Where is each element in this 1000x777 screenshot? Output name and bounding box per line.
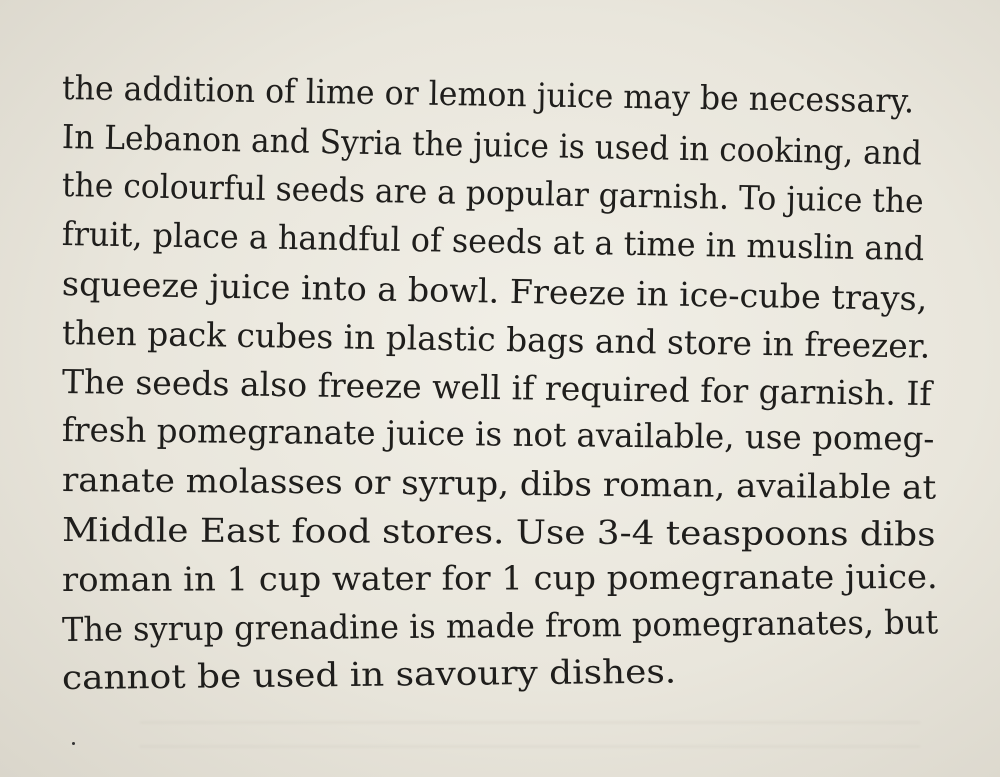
text-line: the colourful seeds are a popular garnish. To juice the	[61, 165, 925, 221]
text-line: the addition of lime or lemon juice may be necessary.	[61, 68, 915, 121]
text-line: roman in 1 cup water for 1 cup pomegranate juice.	[61, 556, 938, 599]
text-line: fresh pomegranate juice is not available, use pomeg-	[61, 410, 935, 459]
text-line: squeeze juice into a bowl. Freeze in ice-cube trays,	[61, 264, 928, 319]
text-line: Middle East food stores. Use 3-4 teaspoons dibs	[61, 510, 936, 554]
text-line: ranate molasses or syrup, dibs roman, available at	[61, 460, 937, 507]
text-line: cannot be used in savoury dishes.	[61, 651, 677, 697]
text-line: fruit, place a handful of seeds at a time in muslin and	[61, 214, 925, 269]
text-line: The seeds also freeze well if required for garnish. If	[61, 362, 932, 414]
text-line: The syrup grenadine is made from pomegranates, but	[61, 602, 939, 649]
text-line: then pack cubes in plastic bags and store in freezer.	[61, 313, 931, 366]
ink-speck	[72, 742, 75, 745]
text-line: In Lebanon and Syria the juice is used in cooking, and	[61, 117, 923, 173]
